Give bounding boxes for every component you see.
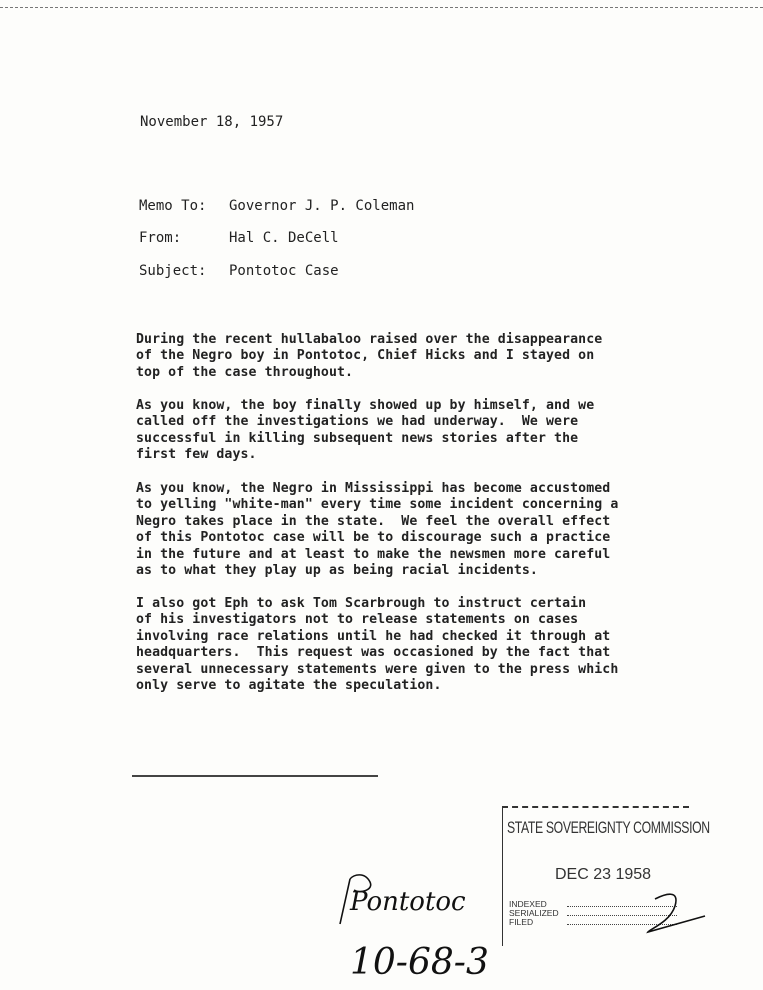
memo-date: November 18, 1957 [140, 114, 284, 130]
memo-paragraph-3: As you know, the Negro in Mississippi has become accustomed to yelling "white-man" every time some incident concerning a Negro takes place in the state. We feel the overall effect of this Pontotoc case will be to discourage such a practice in the future and at least to make the newsmen more careful as to what they play up as being racial incidents. [136, 481, 619, 579]
stamp-field-indexed: INDEXED [509, 899, 547, 909]
stamp-field-serialized: SERIALIZED [509, 908, 559, 918]
stamp-title: STATE SOVEREIGNTY COMMISSION [507, 818, 710, 837]
memo-subject-value: Pontotoc Case [229, 263, 339, 279]
memo-to-value: Governor J. P. Coleman [229, 198, 415, 214]
memo-paragraph-2: As you know, the boy finally showed up by himself, and we called off the investigations we had underway. We were successful in killing subsequent news stories after the first few days. [136, 398, 595, 463]
memo-paragraph-4: I also got Eph to ask Tom Scarbrough to instruct certain of his investigators not to release statements on cases involving race relations until he had checked it through at headquarters. This request was occasioned by the fact that several unnecessary statements were given to the press which only serve to agitate the speculation. [136, 596, 619, 694]
stamp-date: DEC 23 1958 [555, 866, 652, 883]
memo-from-value: Hal C. DeCell [229, 230, 339, 246]
handwriting-file-number: 10-68-3 [350, 942, 489, 983]
memo-to-row [139, 198, 414, 214]
page-top-edge [0, 0, 763, 8]
memo-subject-row [139, 263, 339, 279]
memo-paragraph-1: During the recent hullabaloo raised over the disappearance of the Negro boy in Pontotoc, Chief Hicks and I stayed on top of the case throughout. [136, 332, 603, 380]
memo-subject-label: Subject: [139, 263, 207, 279]
handwriting-label: Pontotoc [350, 887, 466, 917]
signature-line [132, 775, 378, 777]
handwritten-annotation [350, 887, 720, 989]
initials-scribble [648, 894, 705, 932]
memo-from-row [139, 230, 339, 246]
stamp-field-filed: FILED [509, 917, 534, 927]
memo-from-label: From: [139, 230, 182, 246]
memo-to-label: Memo To: [139, 198, 207, 214]
